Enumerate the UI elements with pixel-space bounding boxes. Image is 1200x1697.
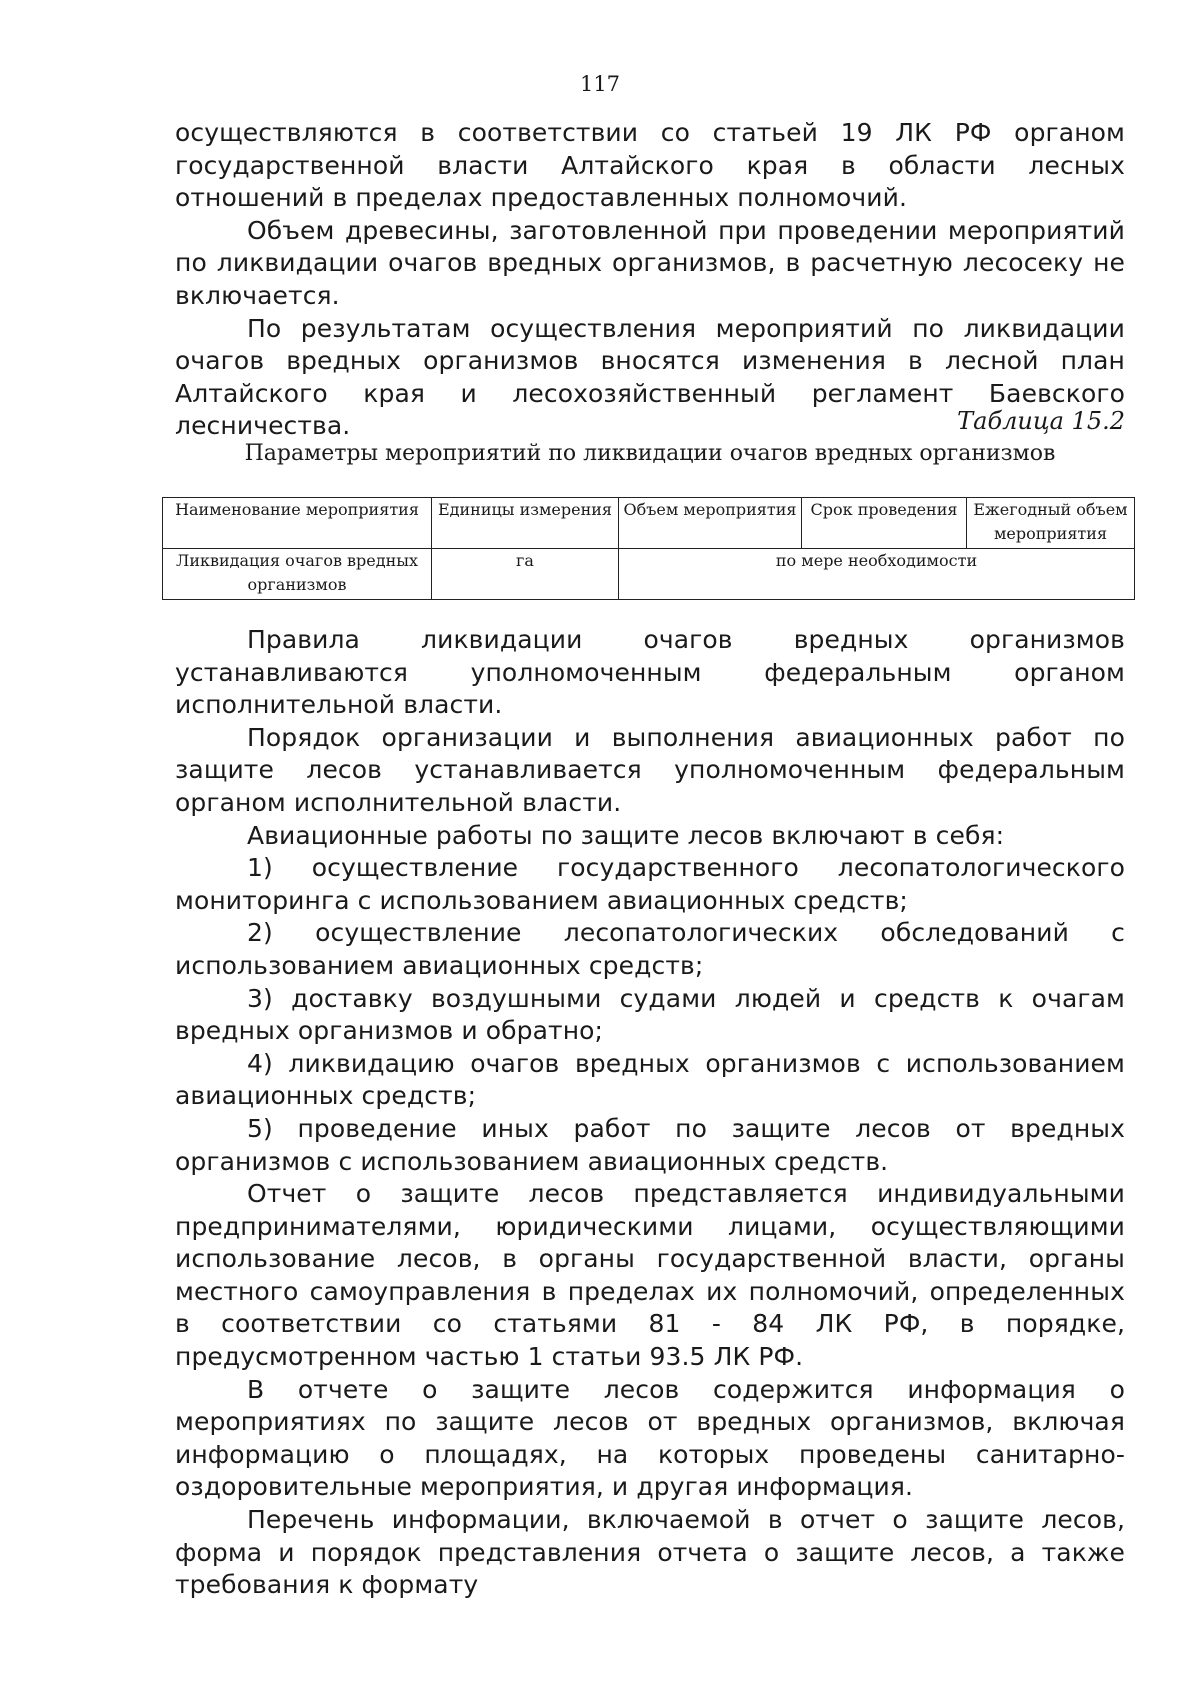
- list-item: 5) проведение иных работ по защите лесов от вредных организмов с использованием авиационных средств.: [175, 1113, 1125, 1176]
- header-cell-name: Наименование мероприятия: [163, 498, 432, 549]
- paragraph: По результатам осуществления мероприятий по ликвидации очагов вредных организмов вносятся изменения в лесной план Алтайского края и лесохозяйственный регламент Баевского лесничества.: [175, 313, 1125, 441]
- cell-measure-name: Ликвидация очагов вредных организмов: [163, 549, 432, 600]
- cell-as-needed: по мере необходимости: [619, 549, 1135, 600]
- parameters-table: [162, 497, 1135, 600]
- paragraph: Правила ликвидации очагов вредных организмов устанавливаются уполномоченным федеральным органом исполнительной власти.: [175, 625, 1125, 720]
- cell-unit: га: [432, 549, 619, 600]
- list-item: 1) осуществление государственного лесопатологического мониторинга с использованием авиационных средств;: [175, 853, 1125, 915]
- list-item: 4) ликвидацию очагов вредных организмов с использованием авиационных средств;: [175, 1048, 1125, 1111]
- text-block-bottom: [175, 624, 1125, 1602]
- text-block-top: [175, 117, 1125, 443]
- header-cell-term: Срок проведения: [802, 498, 967, 549]
- table-title: Параметры мероприятий по ликвидации очагов вредных организмов: [244, 441, 1056, 466]
- header-cell-annual-volume: Ежегодный объем мероприятия: [967, 498, 1135, 549]
- table-label: Таблица 15.2: [957, 407, 1125, 435]
- paragraph: Порядок организации и выполнения авиационных работ по защите лесов устанавливается уполномоченным федеральным органом исполнительной власти.: [175, 722, 1125, 817]
- paragraph: Перечень информации, включаемой в отчет о защите лесов, форма и порядок представления отчета о защите лесов, а также требования к формату: [175, 1505, 1125, 1600]
- paragraph: Отчет о защите лесов представляется индивидуальными предпринимателями, юридическими лицами, осуществляющими использование лесов, в органы государственной власти, органы местного самоуправления в пределах их полномочий, определенных в соответствии со статьями 81 - 84 ЛК РФ, в порядке, предусмотренном частью 1 статьи 93.5 ЛК РФ.: [175, 1179, 1125, 1372]
- table-row: [163, 549, 1135, 600]
- header-cell-volume: Объем мероприятия: [619, 498, 802, 549]
- list-item: 2) осуществление лесопатологических обследований с использованием авиационных средств;: [175, 918, 1125, 980]
- paragraph: осуществляются в соответствии со статьей 19 ЛК РФ органом государственной власти Алтайского края в области лесных отношений в пределах предоставленных полномочий.: [175, 118, 1125, 213]
- paragraph: Авиационные работы по защите лесов включают в себя:: [247, 820, 1005, 850]
- table-header-row: [163, 498, 1135, 549]
- header-cell-unit: Единицы измерения: [432, 498, 619, 549]
- list-item: 3) доставку воздушными судами людей и средств к очагам вредных организмов и обратно;: [175, 983, 1125, 1046]
- paragraph: Объем древесины, заготовленной при проведении мероприятий по ликвидации очагов вредных организмов, в расчетную лесосеку не включается.: [175, 215, 1125, 310]
- page-number: 117: [579, 72, 621, 96]
- paragraph: В отчете о защите лесов содержится информация о мероприятиях по защите лесов от вредных организмов, включая информацию о площадях, на которых проведены санитарно-оздоровительные мероприятия, и другая информация.: [175, 1374, 1125, 1502]
